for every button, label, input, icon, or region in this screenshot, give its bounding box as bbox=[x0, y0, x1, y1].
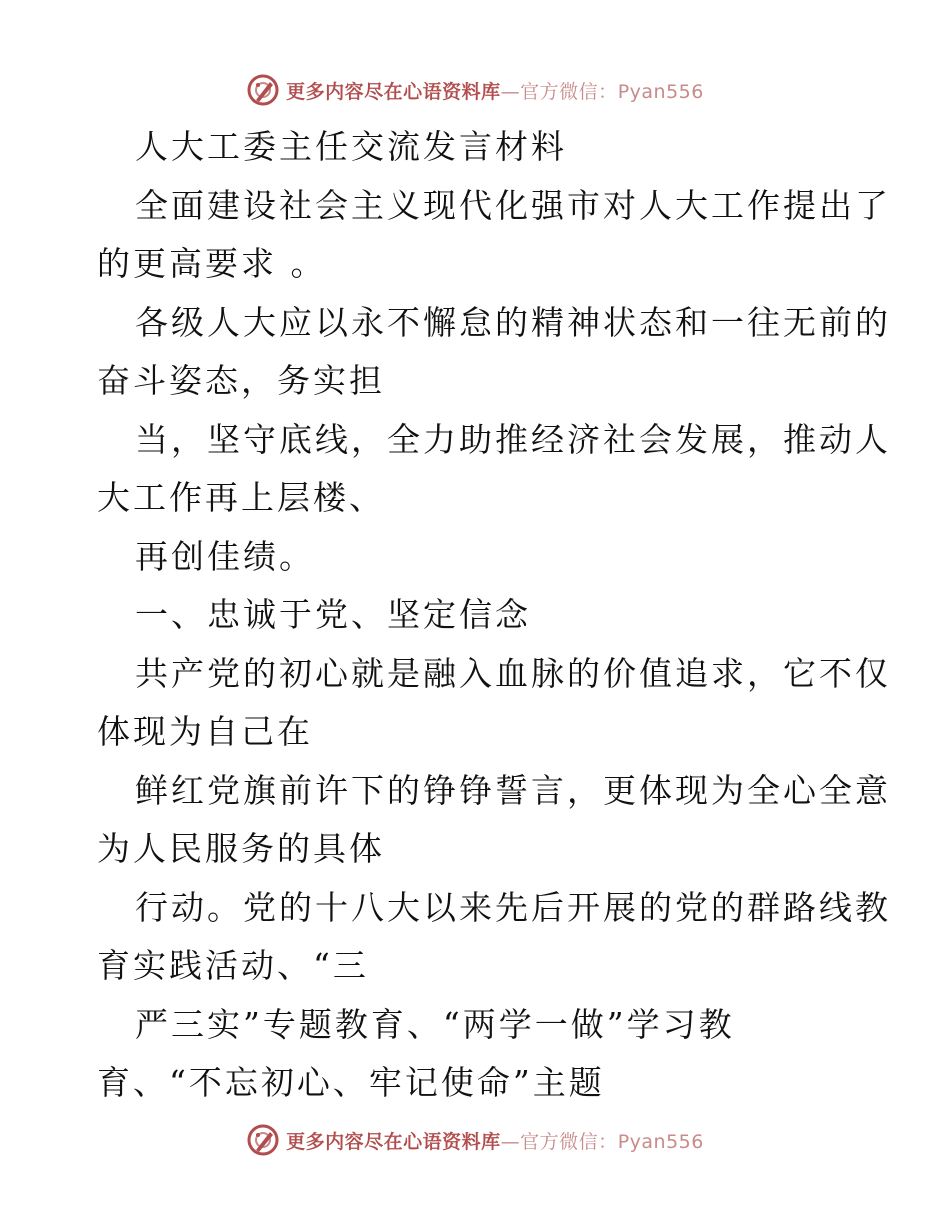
paragraph-line: 共产党的初心就是融入血脉的价值追求，它不仅 bbox=[135, 653, 891, 693]
document-body bbox=[97, 118, 891, 1113]
paragraph-line: 当，坚守底线，全力助推经济社会发展，推动人 bbox=[135, 419, 891, 459]
paragraph-line: 奋斗姿态，务实担 bbox=[97, 361, 385, 400]
watermark-dash: — bbox=[500, 80, 521, 103]
paragraph-line: 体现为自己在 bbox=[97, 712, 313, 751]
paragraph-line: 严三实”专题教育、“两学一做”学习教 bbox=[135, 1004, 735, 1044]
paragraph-line: 人大工委主任交流发言材料 bbox=[135, 127, 567, 166]
paragraph-line: 再创佳绩。 bbox=[135, 536, 315, 576]
watermark-account: Pyan556 bbox=[617, 1130, 704, 1153]
paragraph-line: 育、“不忘初心、牢记使命”主题 bbox=[97, 1063, 605, 1102]
watermark-account: Pyan556 bbox=[617, 80, 704, 103]
paragraph-line: 大工作再上层楼、 bbox=[97, 478, 385, 517]
header-watermark bbox=[0, 70, 950, 110]
watermark-text bbox=[286, 1127, 704, 1154]
watermark-brand: 更多内容尽在心语资料库 bbox=[286, 80, 501, 103]
watermark-dash: — bbox=[500, 1130, 521, 1153]
watermark-brand: 更多内容尽在心语资料库 bbox=[286, 1130, 501, 1153]
watermark-label: 官方微信： bbox=[520, 80, 618, 103]
paragraph-line: 全面建设社会主义现代化强市对人大工作提出了 bbox=[135, 185, 891, 225]
logo-icon bbox=[246, 73, 280, 107]
paragraph-line: 各级人大应以永不懈怠的精神状态和一往无前的 bbox=[135, 302, 891, 342]
paragraph-line: 一、忠诚于党、坚定信念 bbox=[135, 595, 531, 634]
paragraph-line: 育实践活动、“三 bbox=[97, 946, 369, 985]
logo-icon bbox=[246, 1123, 280, 1157]
paragraph-line: 行动。党的十八大以来先后开展的党的群路线教 bbox=[135, 887, 891, 927]
footer-watermark bbox=[0, 1120, 950, 1160]
watermark-label: 官方微信： bbox=[520, 1130, 618, 1153]
paragraph-line: 鲜红党旗前许下的铮铮誓言，更体现为全心全意 bbox=[135, 770, 891, 810]
watermark-text bbox=[286, 77, 704, 104]
paragraph-line: 为人民服务的具体 bbox=[97, 829, 385, 868]
paragraph-line: 的更高要求 。 bbox=[97, 244, 327, 283]
